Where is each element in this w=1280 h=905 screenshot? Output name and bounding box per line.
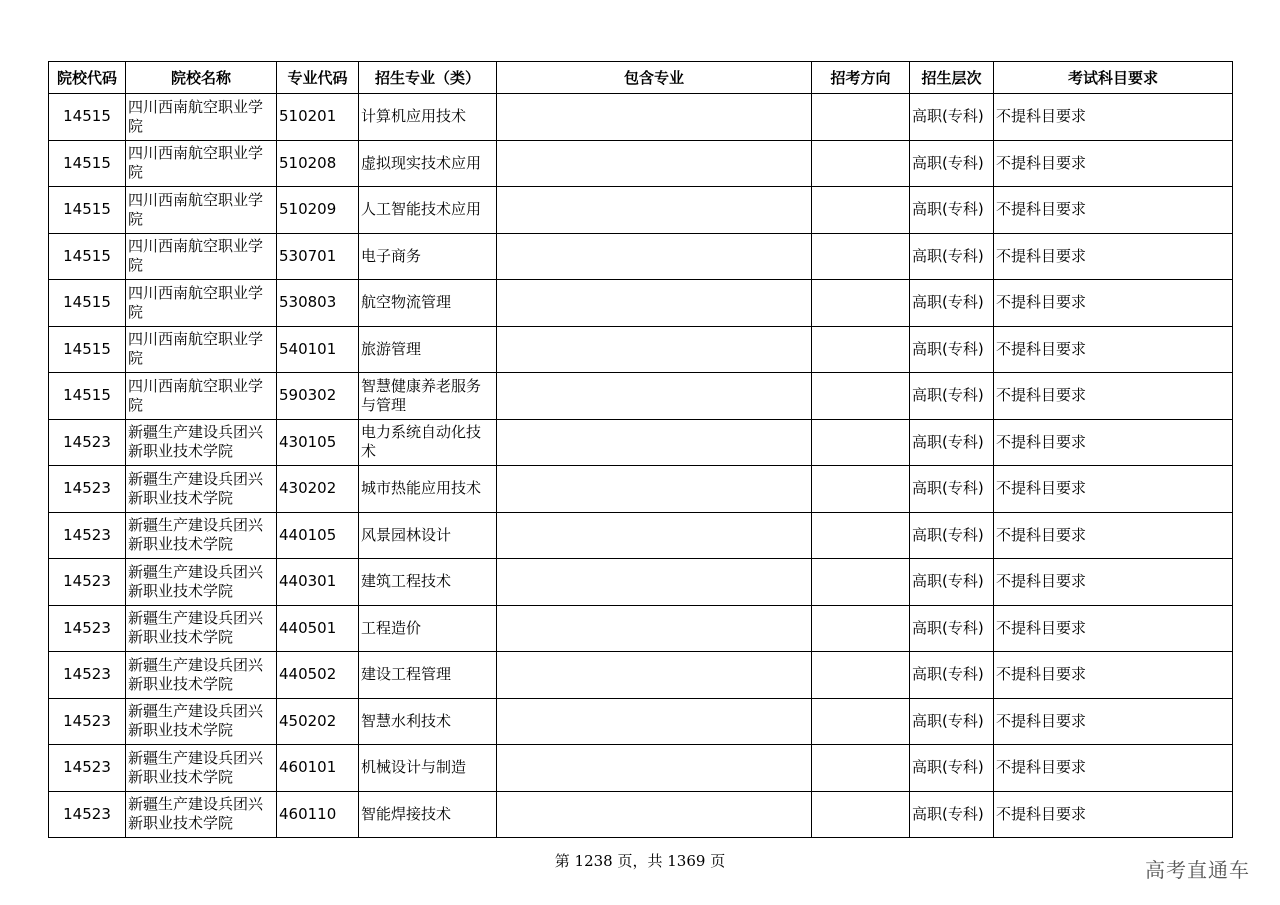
- cell-school-name-text: 新疆生产建设兵团兴新职业技术学院: [128, 469, 264, 507]
- cell-school-name-text: 新疆生产建设兵团兴新职业技术学院: [128, 795, 264, 833]
- cell-subject-requirement: 不提科目要求: [994, 605, 1233, 652]
- cell-major: [359, 698, 497, 745]
- cell-major-code: 510209: [277, 187, 359, 234]
- cell-school-code: 14515: [49, 373, 126, 420]
- cell-direction: [812, 280, 910, 327]
- cell-school-name-text: 新疆生产建设兵团兴新职业技术学院: [128, 748, 264, 786]
- cell-school-code: 14523: [49, 652, 126, 699]
- table-row: [49, 698, 1233, 745]
- cell-school-name: [126, 559, 277, 606]
- cell-level: 高职(专科): [910, 419, 994, 466]
- cell-major: [359, 605, 497, 652]
- cell-direction: [812, 698, 910, 745]
- cell-level: 高职(专科): [910, 698, 994, 745]
- cell-school-code: 14523: [49, 512, 126, 559]
- cell-school-name: [126, 698, 277, 745]
- cell-major-code: 440105: [277, 512, 359, 559]
- cell-school-code: 14515: [49, 140, 126, 187]
- cell-level: 高职(专科): [910, 559, 994, 606]
- cell-school-name-text: 新疆生产建设兵团兴新职业技术学院: [128, 702, 264, 740]
- cell-subject-requirement: 不提科目要求: [994, 745, 1233, 792]
- page-number: 第 1238 页，共 1369 页: [554, 852, 726, 870]
- cell-subject-requirement: 不提科目要求: [994, 466, 1233, 513]
- cell-direction: [812, 466, 910, 513]
- cell-school-code: 14523: [49, 605, 126, 652]
- cell-included-majors: [497, 233, 812, 280]
- table-row: [49, 326, 1233, 373]
- cell-school-name: [126, 419, 277, 466]
- cell-subject-requirement: 不提科目要求: [994, 698, 1233, 745]
- cell-major: [359, 280, 497, 327]
- cell-major-text: 航空物流管理: [361, 293, 452, 312]
- cell-major-text: 机械设计与制造: [361, 758, 467, 777]
- cell-school-code: 14523: [49, 419, 126, 466]
- cell-major-code: 430202: [277, 466, 359, 513]
- cell-school-name: [126, 745, 277, 792]
- cell-level: 高职(专科): [910, 140, 994, 187]
- cell-major-code: 440501: [277, 605, 359, 652]
- cell-level: 高职(专科): [910, 791, 994, 838]
- cell-school-name-text: 四川西南航空职业学院: [128, 144, 264, 182]
- cell-subject-requirement: 不提科目要求: [994, 233, 1233, 280]
- header-level: 招生层次: [910, 62, 994, 94]
- cell-major-text: 电力系统自动化技术: [361, 423, 482, 461]
- cell-school-name: [126, 187, 277, 234]
- cell-major-code: 510208: [277, 140, 359, 187]
- table-row: [49, 187, 1233, 234]
- cell-major: [359, 419, 497, 466]
- cell-direction: [812, 652, 910, 699]
- cell-major: [359, 326, 497, 373]
- cell-major-code: 440502: [277, 652, 359, 699]
- cell-subject-requirement: 不提科目要求: [994, 140, 1233, 187]
- table-row: [49, 233, 1233, 280]
- cell-included-majors: [497, 745, 812, 792]
- cell-direction: [812, 512, 910, 559]
- cell-level: 高职(专科): [910, 652, 994, 699]
- header-school-code: 院校代码: [49, 62, 126, 94]
- cell-direction: [812, 559, 910, 606]
- cell-school-name-text: 新疆生产建设兵团兴新职业技术学院: [128, 562, 264, 600]
- cell-direction: [812, 140, 910, 187]
- cell-included-majors: [497, 791, 812, 838]
- cell-major: [359, 140, 497, 187]
- cell-school-name: [126, 466, 277, 513]
- cell-level: 高职(专科): [910, 512, 994, 559]
- cell-major-code: 510201: [277, 94, 359, 141]
- table-header-row: [49, 62, 1233, 94]
- cell-major: [359, 512, 497, 559]
- cell-school-name: [126, 233, 277, 280]
- table-row: [49, 373, 1233, 420]
- cell-school-name: [126, 373, 277, 420]
- cell-major: [359, 745, 497, 792]
- cell-school-code: 14523: [49, 466, 126, 513]
- cell-major-text: 电子商务: [361, 246, 422, 265]
- cell-direction: [812, 94, 910, 141]
- admissions-table: [48, 61, 1233, 838]
- cell-subject-requirement: 不提科目要求: [994, 94, 1233, 141]
- table-row: [49, 466, 1233, 513]
- cell-major: [359, 652, 497, 699]
- cell-major: [359, 466, 497, 513]
- cell-major-text: 虚拟现实技术应用: [361, 153, 482, 172]
- cell-school-code: 14523: [49, 698, 126, 745]
- cell-subject-requirement: 不提科目要求: [994, 559, 1233, 606]
- table-row: [49, 419, 1233, 466]
- cell-major-code: 530803: [277, 280, 359, 327]
- cell-major: [359, 791, 497, 838]
- cell-subject-requirement: 不提科目要求: [994, 512, 1233, 559]
- cell-major-code: 460101: [277, 745, 359, 792]
- cell-included-majors: [497, 94, 812, 141]
- cell-school-code: 14515: [49, 94, 126, 141]
- cell-school-name-text: 新疆生产建设兵团兴新职业技术学院: [128, 423, 264, 461]
- cell-major: [359, 94, 497, 141]
- header-major-code: 专业代码: [277, 62, 359, 94]
- cell-school-name: [126, 605, 277, 652]
- cell-included-majors: [497, 140, 812, 187]
- header-subject-requirement: 考试科目要求: [994, 62, 1233, 94]
- cell-included-majors: [497, 419, 812, 466]
- cell-level: 高职(专科): [910, 94, 994, 141]
- cell-direction: [812, 187, 910, 234]
- cell-subject-requirement: 不提科目要求: [994, 326, 1233, 373]
- cell-included-majors: [497, 373, 812, 420]
- cell-major-code: 440301: [277, 559, 359, 606]
- cell-major-text: 智能焊接技术: [361, 804, 452, 823]
- table-row: [49, 745, 1233, 792]
- cell-subject-requirement: 不提科目要求: [994, 187, 1233, 234]
- cell-included-majors: [497, 280, 812, 327]
- cell-school-name-text: 新疆生产建设兵团兴新职业技术学院: [128, 655, 264, 693]
- cell-major-text: 智慧健康养老服务与管理: [361, 376, 482, 414]
- cell-school-name-text: 四川西南航空职业学院: [128, 97, 264, 135]
- cell-level: 高职(专科): [910, 605, 994, 652]
- cell-school-code: 14515: [49, 187, 126, 234]
- cell-level: 高职(专科): [910, 466, 994, 513]
- cell-direction: [812, 233, 910, 280]
- cell-major-code: 590302: [277, 373, 359, 420]
- cell-major: [359, 373, 497, 420]
- cell-school-name: [126, 512, 277, 559]
- cell-included-majors: [497, 466, 812, 513]
- cell-level: 高职(专科): [910, 745, 994, 792]
- header-included-majors: 包含专业: [497, 62, 812, 94]
- cell-school-code: 14523: [49, 791, 126, 838]
- watermark-logo: 高考直通车: [1145, 858, 1250, 882]
- cell-direction: [812, 373, 910, 420]
- cell-school-name-text: 新疆生产建设兵团兴新职业技术学院: [128, 516, 264, 554]
- cell-school-code: 14515: [49, 280, 126, 327]
- cell-school-name-text: 四川西南航空职业学院: [128, 330, 264, 368]
- cell-school-name-text: 四川西南航空职业学院: [128, 283, 264, 321]
- cell-major-code: 530701: [277, 233, 359, 280]
- cell-major-text: 计算机应用技术: [361, 107, 467, 126]
- cell-level: 高职(专科): [910, 280, 994, 327]
- cell-included-majors: [497, 652, 812, 699]
- cell-school-code: 14523: [49, 559, 126, 606]
- cell-direction: [812, 791, 910, 838]
- cell-direction: [812, 419, 910, 466]
- cell-included-majors: [497, 605, 812, 652]
- cell-major-code: 540101: [277, 326, 359, 373]
- cell-school-name-text: 四川西南航空职业学院: [128, 190, 264, 228]
- cell-school-name-text: 四川西南航空职业学院: [128, 237, 264, 275]
- cell-level: 高职(专科): [910, 326, 994, 373]
- cell-major-text: 人工智能技术应用: [361, 200, 482, 219]
- table-row: [49, 280, 1233, 327]
- cell-included-majors: [497, 187, 812, 234]
- cell-school-name-text: 新疆生产建设兵团兴新职业技术学院: [128, 609, 264, 647]
- cell-subject-requirement: 不提科目要求: [994, 652, 1233, 699]
- cell-included-majors: [497, 512, 812, 559]
- cell-level: 高职(专科): [910, 187, 994, 234]
- cell-major-text: 建筑工程技术: [361, 572, 452, 591]
- cell-direction: [812, 326, 910, 373]
- cell-major-text: 城市热能应用技术: [361, 479, 482, 498]
- cell-major: [359, 233, 497, 280]
- table-row: [49, 791, 1233, 838]
- cell-subject-requirement: 不提科目要求: [994, 419, 1233, 466]
- cell-school-name: [126, 140, 277, 187]
- cell-major-text: 旅游管理: [361, 339, 422, 358]
- table-row: [49, 605, 1233, 652]
- cell-level: 高职(专科): [910, 233, 994, 280]
- cell-school-name: [126, 94, 277, 141]
- cell-included-majors: [497, 698, 812, 745]
- cell-school-code: 14515: [49, 326, 126, 373]
- cell-school-name: [126, 280, 277, 327]
- cell-school-name-text: 四川西南航空职业学院: [128, 376, 264, 414]
- cell-included-majors: [497, 559, 812, 606]
- cell-major-code: 460110: [277, 791, 359, 838]
- cell-major-text: 工程造价: [361, 618, 422, 637]
- table-row: [49, 140, 1233, 187]
- header-major: 招生专业（类）: [359, 62, 497, 94]
- cell-school-name: [126, 326, 277, 373]
- cell-subject-requirement: 不提科目要求: [994, 373, 1233, 420]
- cell-subject-requirement: 不提科目要求: [994, 280, 1233, 327]
- header-direction: 招考方向: [812, 62, 910, 94]
- cell-major-code: 430105: [277, 419, 359, 466]
- cell-major-text: 智慧水利技术: [361, 711, 452, 730]
- table-row: [49, 652, 1233, 699]
- cell-included-majors: [497, 326, 812, 373]
- cell-major: [359, 187, 497, 234]
- cell-school-name: [126, 791, 277, 838]
- cell-major-text: 建设工程管理: [361, 665, 452, 684]
- cell-school-code: 14523: [49, 745, 126, 792]
- header-school-name: 院校名称: [126, 62, 277, 94]
- cell-major-code: 450202: [277, 698, 359, 745]
- cell-level: 高职(专科): [910, 373, 994, 420]
- cell-school-name: [126, 652, 277, 699]
- table-body: [49, 94, 1233, 838]
- table-row: [49, 559, 1233, 606]
- cell-major-text: 风景园林设计: [361, 525, 452, 544]
- cell-direction: [812, 605, 910, 652]
- cell-subject-requirement: 不提科目要求: [994, 791, 1233, 838]
- table-row: [49, 512, 1233, 559]
- cell-major: [359, 559, 497, 606]
- cell-direction: [812, 745, 910, 792]
- table-row: [49, 94, 1233, 141]
- cell-school-code: 14515: [49, 233, 126, 280]
